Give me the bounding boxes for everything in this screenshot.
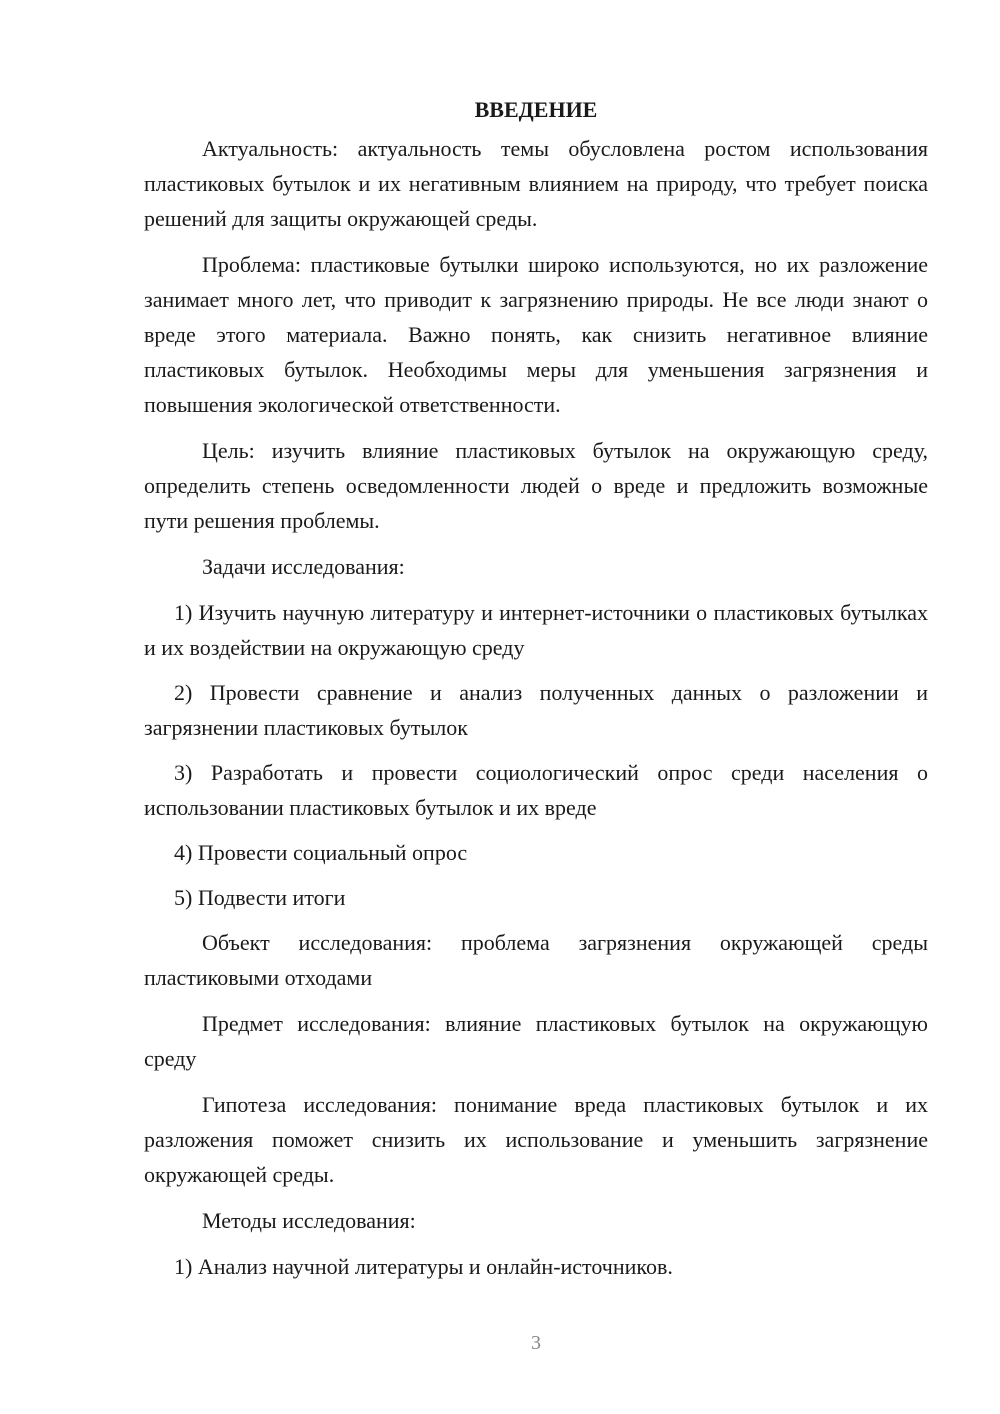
task-item-4: 4) Провести социальный опрос <box>174 840 468 865</box>
paragraph-problem: Проблема: пластиковые бутылки широко используются, но их разложение занимает много лет, что приводит к загрязнению природы. Не все люди знают о вреде этого материала. Важно понять, как снизить негативное влияние пластиковых бутылок. Необходимы меры для уменьшения загрязнения и повышения экологической ответственности. <box>144 252 928 417</box>
paragraph-hypothesis: Гипотеза исследования: понимание вреда пластиковых бутылок и их разложения поможет снизить их использование и уменьшить загрязнение окружающей среды. <box>144 1092 928 1187</box>
task-item-3: 3) Разработать и провести социологический опрос среди населения о использовании пластиковых бутылок и их вреде <box>144 760 928 820</box>
paragraph-goal: Цель: изучить влияние пластиковых бутылок на окружающую среду, определить степень осведомленности людей о вреде и предложить возможные пути решения проблемы. <box>144 438 928 533</box>
task-item-2: 2) Провести сравнение и анализ полученных данных о разложении и загрязнении пластиковых бутылок <box>144 680 928 740</box>
document-page <box>144 92 928 1294</box>
tasks-heading: Задачи исследования: <box>202 554 405 579</box>
paragraph-subject: Предмет исследования: влияние пластиковых бутылок на окружающую среду <box>144 1011 928 1071</box>
method-item-1: 1) Анализ научной литературы и онлайн-источников. <box>174 1254 673 1279</box>
task-item-1: 1) Изучить научную литературу и интернет-источники о пластиковых бутылках и их воздействии на окружающую среду <box>144 600 928 660</box>
task-item-5: 5) Подвести итоги <box>174 885 346 910</box>
page-title: ВВЕДЕНИЕ <box>474 97 598 122</box>
paragraph-object: Объект исследования: проблема загрязнения окружающей среды пластиковыми отходами <box>144 930 928 990</box>
methods-heading: Методы исследования: <box>202 1208 416 1233</box>
paragraph-relevance: Актуальность: актуальность темы обусловлена ростом использования пластиковых бутылок и их негативным влиянием на природу, что требует поиска решений для защиты окружающей среды. <box>144 136 928 231</box>
page-number: 3 <box>531 1332 541 1354</box>
